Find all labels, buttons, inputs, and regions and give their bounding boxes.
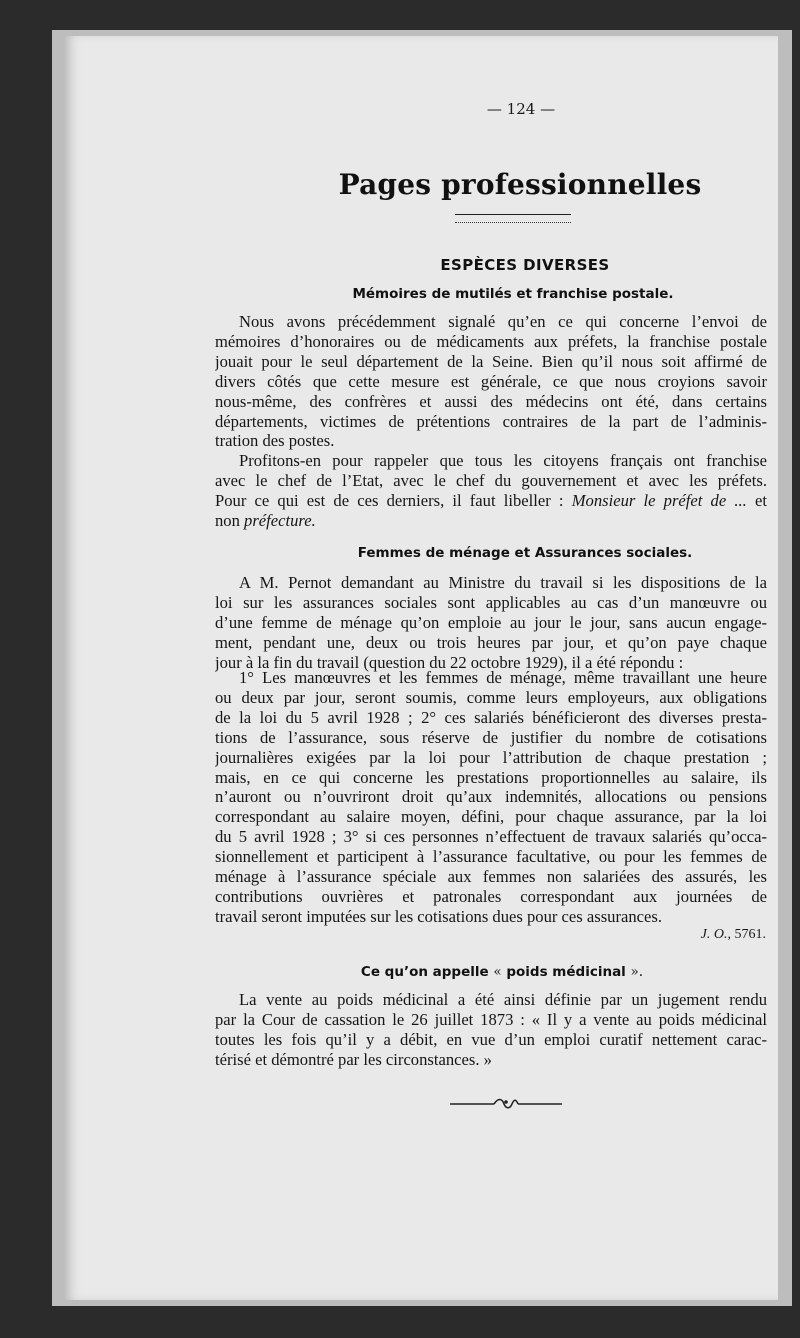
text-line: toutes les fois qu’il y a débit, en vue d’un emploi curatif nettement carac- <box>215 1029 767 1049</box>
ornament-divider <box>448 1096 564 1110</box>
text-line: de la loi du 5 avril 1928 ; 2° ces salariés bénéficieront des diverses presta- <box>215 707 767 727</box>
text-fragment: non <box>215 510 240 530</box>
text-line: tration des postes. <box>215 431 335 451</box>
title-rule <box>455 214 571 223</box>
text-line: contributions ouvrières et patronales correspondant aux journées de <box>215 886 767 906</box>
subheading-franchise-postale: Mémoires de mutilés et franchise postale. <box>352 286 674 302</box>
text-line: mais, en ce qui concerne les prestations proportionnelles au salaire, ils <box>215 767 767 787</box>
subheading-poids-medicinal <box>332 964 672 980</box>
text-fragment: et <box>755 490 767 510</box>
text-line: 1° Les manœuvres et les femmes de ménage, même travaillant une heure <box>239 668 767 687</box>
text-line: A M. Pernot demandant au Ministre du travail si les dispositions de la <box>239 573 767 592</box>
source-citation <box>640 927 766 943</box>
text-line <box>215 491 767 511</box>
text-line <box>215 511 767 531</box>
text-line: Nous avons précédemment signalé qu’en ce qui concerne l’envoi de <box>239 312 767 331</box>
text-line: n’auront ou n’ouvriront droit qu’aux indemnités, allocations ou pensions <box>215 787 767 807</box>
page-title: Pages professionnelles <box>338 168 702 201</box>
text-fragment: Pour ce qui est de ces derniers, il faut libeller : <box>215 490 564 510</box>
paragraph-question <box>215 573 767 673</box>
text-line: correspondant au salaire moyen, défini, pour chaque assurance, par la loi <box>215 807 767 827</box>
text-line: divers côtés que cette mesure est générale, ce que nous croyions savoir <box>215 371 767 391</box>
subheading-text: Ce qu’on appelle <box>360 964 489 980</box>
text-line: sionnellement et participent à l’assurance facultative, ou pour les femmes de <box>215 847 767 867</box>
paragraph-poids-medicinal <box>215 990 767 1070</box>
open-quote: « <box>493 964 502 980</box>
text-line: La vente au poids médicinal a été ainsi définie par un jugement rendu <box>239 990 767 1009</box>
text-line: ou deux par jour, seront soumis, comme leurs employeurs, aux obligations <box>215 687 767 707</box>
text-line: loi sur les assurances sociales sont applicables au cas d’un manœuvre ou <box>215 592 767 612</box>
subheading-term: poids médicinal <box>506 964 626 980</box>
italic-address: Monsieur le préfet de ... <box>571 490 747 510</box>
section-heading: ESPÈCES DIVERSES <box>440 256 610 274</box>
text-line: du 5 avril 1928 ; 3° si ces personnes n’effectuent de travaux salariés qu’occa- <box>215 827 767 847</box>
citation-number: 5761. <box>734 927 766 942</box>
text-line: nous-même, des confrères et aussi des médecins ont été, dans certains <box>215 391 767 411</box>
text-line: départements, victimes de prétentions contraires de la part de l’adminis- <box>215 411 767 431</box>
text-line: mémoires d’honoraires ou de médicaments aux préfets, la franchise postale <box>215 331 767 351</box>
subheading-assurances-sociales: Femmes de ménage et Assurances sociales. <box>357 545 693 561</box>
text-line: jour à la fin du travail (question du 22 octobre 1929), il a été répondu : <box>215 652 684 672</box>
text-line: jouait pour le seul département de la Seine. Bien qu’il nous soit affirmé de <box>215 351 767 371</box>
text-line: térisé et démontré par les circonstances. » <box>215 1049 492 1069</box>
paragraph-citoyens <box>215 451 767 531</box>
text-line: d’une femme de ménage qu’on emploie au jour le jour, sans aucun engage- <box>215 612 767 632</box>
text-line: avec le chef de l’Etat, avec le chef du gouvernement et avec les préfets. <box>215 470 767 490</box>
text-line: Profitons-en pour rappeler que tous les citoyens français ont franchise <box>239 451 767 470</box>
close-quote: ». <box>630 964 644 980</box>
paragraph-franchise <box>215 312 767 451</box>
page-number: — 124 — <box>486 100 556 118</box>
text-line: ment, pendant une, deux ou trois heures par jour, et qu’on paye chaque <box>215 632 767 652</box>
text-line: par la Cour de cassation le 26 juillet 1873 : « Il y a vente au poids médicinal <box>215 1009 767 1029</box>
text-line: journalières exigées par la loi pour l’attribution de chaque prestation ; <box>215 747 767 767</box>
text-line: tions de l’assurance, sous réserve de justifier du nombre de cotisations <box>215 727 767 747</box>
text-line: ménage à l’assurance spéciale aux femmes non salariées des assurés, les <box>215 867 767 887</box>
italic-prefecture: préfecture. <box>244 510 316 530</box>
paragraph-reponse <box>215 668 767 927</box>
text-line: travail seront imputées sur les cotisations dues pour ces assurances. <box>215 906 662 926</box>
citation-journal: J. O., <box>700 927 731 942</box>
